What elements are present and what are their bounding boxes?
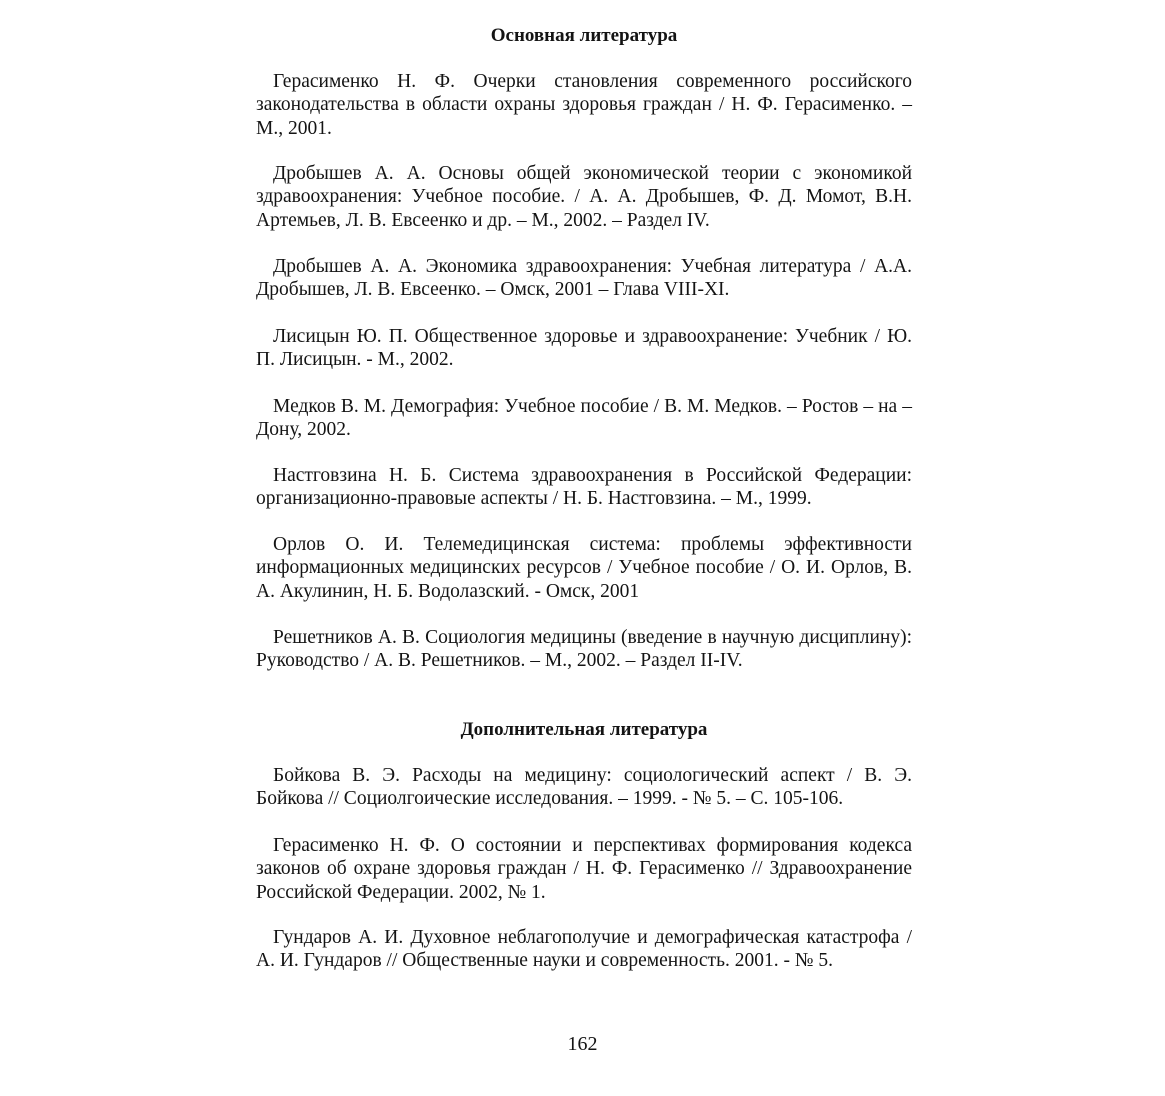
bibliography-entry: Лисицын Ю. П. Общественное здоровье и здравоохранение: Учебник / Ю. П. Лисицын. - М., 2002. [256,326,912,371]
bibliography-entry: Дробышев А. А. Основы общей экономической теории с экономикой здравоохранения: Учебное пособие. / А. А. Дробышев, Ф. Д. Момот, В.Н. Артемьев, Л. В. Евсеенко и др. – М., 2002. – Раздел IV. [256,163,912,231]
bibliography-entry: Решетников А. В. Социология медицины (введение в научную дисциплину): Руководство / А. В. Решетников. – М., 2002. – Раздел II-IV. [256,627,912,672]
page-number: 162 [567,1033,598,1055]
bibliography-entry: Бойкова В. Э. Расходы на медицину: социологический аспект / В. Э. Бойкова // Социолгоические исследования. – 1999. - № 5. – С. 105-106. [256,765,912,810]
additional-literature-heading: Дополнительная литература [460,719,708,740]
bibliography-entry: Дробышев А. А. Экономика здравоохранения: Учебная литература / А.А. Дробышев, Л. В. Евсеенко. – Омск, 2001 – Глава VIII-XI. [256,256,912,301]
bibliography-entry: Орлов О. И. Телемедицинская система: проблемы эффективности информационных медицинских ресурсов / Учебное пособие / О. И. Орлов, В. А. Акулинин, Н. Б. Водолазский. - Омск, 2001 [256,534,912,602]
bibliography-entry: Гундаров А. И. Духовное неблагополучие и демографическая катастрофа / А. И. Гундаров // Общественные науки и современность. 2001. - № 5. [256,927,912,972]
bibliography-entry: Настговзина Н. Б. Система здравоохранения в Российской Федерации: организационно-правовые аспекты / Н. Б. Настговзина. – М., 1999. [256,465,912,510]
bibliography-entry: Герасименко Н. Ф. О состоянии и перспективах формирования кодекса законов об охране здоровья граждан / Н. Ф. Герасименко // Здравоохранение Российской Федерации. 2002, № 1. [256,835,912,903]
bibliography-entry: Медков В. М. Демография: Учебное пособие / В. М. Медков. – Ростов – на – Дону, 2002. [256,396,912,441]
main-literature-heading: Основная литература [490,25,678,46]
bibliography-entry: Герасименко Н. Ф. Очерки становления современного российского законодательства в области охраны здоровья граждан / Н. Ф. Герасименко. – М., 2001. [256,71,912,139]
